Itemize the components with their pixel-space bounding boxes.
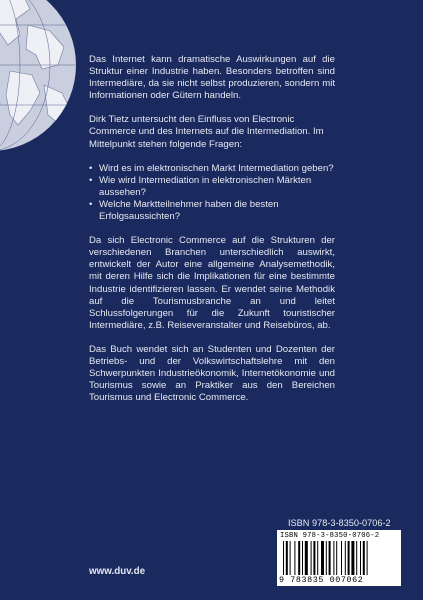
question-item: • Welche Marktteilnehmer haben die besten Erfolgsaussichten? (89, 199, 335, 223)
method-paragraph: Da sich Electronic Commerce auf die Strukturen der verschiedenen Branchen unterschiedlich auswirkt, entwickelt der Autor eine allgemeine Analysemethodik, mit deren Hilfe sich die Implikationen für eine bestimmte Industrie identifizieren lassen. Er wendet seine Methodik auf die Tourismusbranche an und leitet Schlussfolgerungen für die Zukunft touristischer Intermediäre, z.B. Reiseveranstalter und Reisebüros, ab. (89, 235, 335, 331)
barcode-bar (313, 541, 315, 575)
barcode-bar (356, 541, 357, 575)
barcode (277, 530, 401, 586)
barcode-isbn-text: ISBN 978-3-8350-0706-2 (280, 532, 380, 540)
blurb-text (89, 54, 335, 416)
question-intro-paragraph: Dirk Tietz untersucht den Einfluss von Electronic Commerce und des Internets auf die Intermediation. Im Mittelpunkt stehen folgende Fragen: (89, 114, 324, 150)
barcode-bar (321, 541, 324, 575)
publisher-url[interactable]: www.duv.de (89, 566, 146, 577)
barcode-bar (333, 541, 334, 575)
barcode-bar (336, 541, 337, 575)
question-item: • Wie wird Intermediation in elektronischen Märkten aussehen? (89, 175, 335, 199)
audience-paragraph: Das Buch wendet sich an Studenten und Dozenten der Betriebs- und der Volkswirtschaftslehre mit den Schwerpunkten Industrieökonomik, Internetökonomie und Tourismus sowie an Praktiker aus den Bereichen Tourismus und Electronic Commerce. (89, 343, 335, 404)
barcode-bar (317, 541, 318, 575)
barcode-bar (360, 541, 361, 575)
barcode-bar (294, 541, 295, 575)
barcode-bar (326, 541, 327, 575)
barcode-bar (286, 541, 288, 575)
barcode-bar (311, 541, 312, 575)
barcode-bar (298, 541, 300, 575)
barcode-bar (341, 541, 342, 575)
barcode-number: 9 783835 007062 (279, 575, 364, 585)
question-item: • Wird es im elektronischen Markt Intermediation geben? (89, 163, 335, 175)
isbn-label: ISBN 978-3-8350-0706-2 (288, 518, 391, 528)
barcode-bar (363, 541, 365, 575)
barcode-bar (351, 541, 354, 575)
barcode-bar (283, 541, 284, 575)
barcode-bar (329, 541, 331, 575)
barcode-bar (290, 541, 291, 575)
question-list (89, 163, 335, 223)
barcode-bar (305, 541, 308, 575)
intro-paragraph: Das Internet kann dramatische Auswirkungen auf die Struktur einer Industrie haben. Besonders betroffen sind Intermediäre, da sie nicht selbst produzieren, sondern mit Informationen oder Gütern handeln. (89, 54, 335, 102)
barcode-bar (348, 541, 350, 575)
barcode-bar (367, 541, 368, 575)
barcode-bars (283, 541, 395, 575)
barcode-bar (302, 541, 303, 575)
globe-graphic (0, 0, 78, 155)
barcode-bar (345, 541, 346, 575)
